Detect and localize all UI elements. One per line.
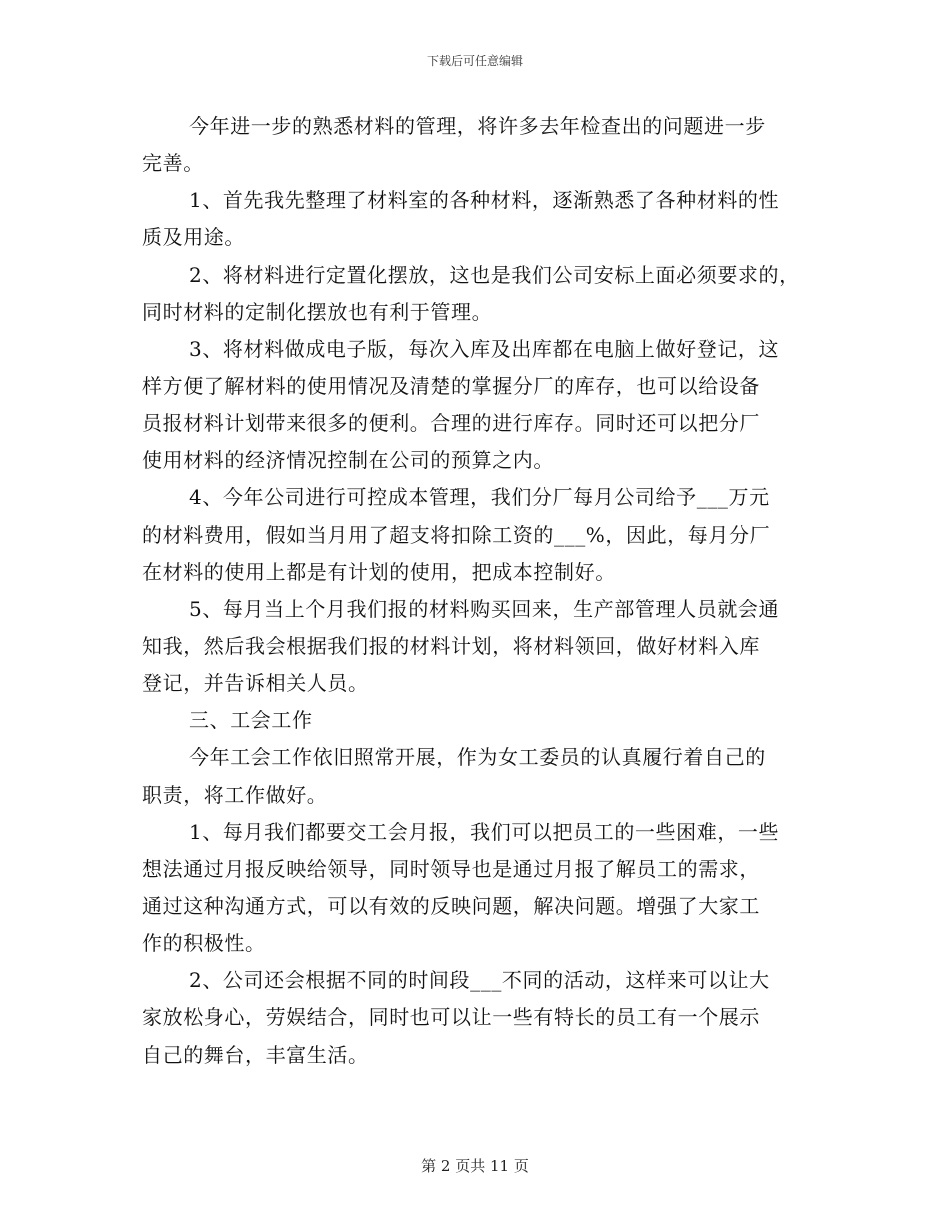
text-line: 2、将材料进行定置化摆放，这也是我们公司安标上面必须要求的， xyxy=(189,262,800,287)
text-line: 今年工会工作依旧照常开展，作为女工委员的认真履行着自己的 xyxy=(189,745,766,770)
text-line: 想法通过月报反映给领导，同时领导也是通过月报了解员工的需求， xyxy=(142,856,760,881)
text-line: 员报材料计划带来很多的便利。合理的进行库存。同时还可以把分厂 xyxy=(142,411,760,436)
text-line: 通过这种沟通方式，可以有效的反映问题，解决问题。增强了大家工 xyxy=(142,893,760,918)
text-line: 1、每月我们都要交工会月报，我们可以把员工的一些困难，一些 xyxy=(189,819,780,844)
text-line: 4、今年公司进行可控成本管理，我们分厂每月公司给予___万元 xyxy=(189,485,770,510)
text-line: 今年进一步的熟悉材料的管理，将许多去年检查出的问题进一步 xyxy=(189,114,766,138)
text-line: 知我，然后我会根据我们报的材料计划，将材料领回，做好材料入库 xyxy=(142,633,760,658)
text-line: 家放松身心，劳娱结合，同时也可以让一些有特长的员工有一个展示 xyxy=(142,1005,760,1030)
text-line: 1、首先我先整理了材料室的各种材料，逐渐熟悉了各种材料的性 xyxy=(189,188,780,213)
text-line: 完善。 xyxy=(142,151,204,176)
text-line: 3、将材料做成电子版，每次入库及出库都在电脑上做好登记，这 xyxy=(189,336,780,361)
text-line: 三、工会工作 xyxy=(189,708,313,733)
text-line: 职责，将工作做好。 xyxy=(142,782,328,807)
text-line: 质及用途。 xyxy=(142,225,245,250)
text-line: 使用材料的经济情况控制在公司的预算之内。 xyxy=(142,448,554,473)
document-body xyxy=(142,108,822,1074)
text-line: 同时材料的定制化摆放也有利于管理。 xyxy=(142,299,493,324)
text-line: 的材料费用，假如当月用了超支将扣除工资的___%，因此，每月分厂 xyxy=(142,522,771,547)
page-number: 第 2 页共 11 页 xyxy=(421,1157,529,1175)
text-line: 作的积极性。 xyxy=(142,931,266,956)
page-header: 下载后可任意编辑 xyxy=(426,54,523,68)
text-line: 5、每月当上个月我们报的材料购买回来，生产部管理人员就会通 xyxy=(189,596,780,621)
text-line: 样方便了解材料的使用情况及清楚的掌握分厂的库存，也可以给设备 xyxy=(142,373,760,398)
text-line: 在材料的使用上都是有计划的使用，把成本控制好。 xyxy=(142,559,616,584)
text-line: 登记，并告诉相关人员。 xyxy=(142,671,369,696)
text-line: 自己的舞台，丰富生活。 xyxy=(142,1042,369,1067)
text-line: 2、公司还会根据不同的时间段___不同的活动，这样来可以让大 xyxy=(189,968,770,993)
